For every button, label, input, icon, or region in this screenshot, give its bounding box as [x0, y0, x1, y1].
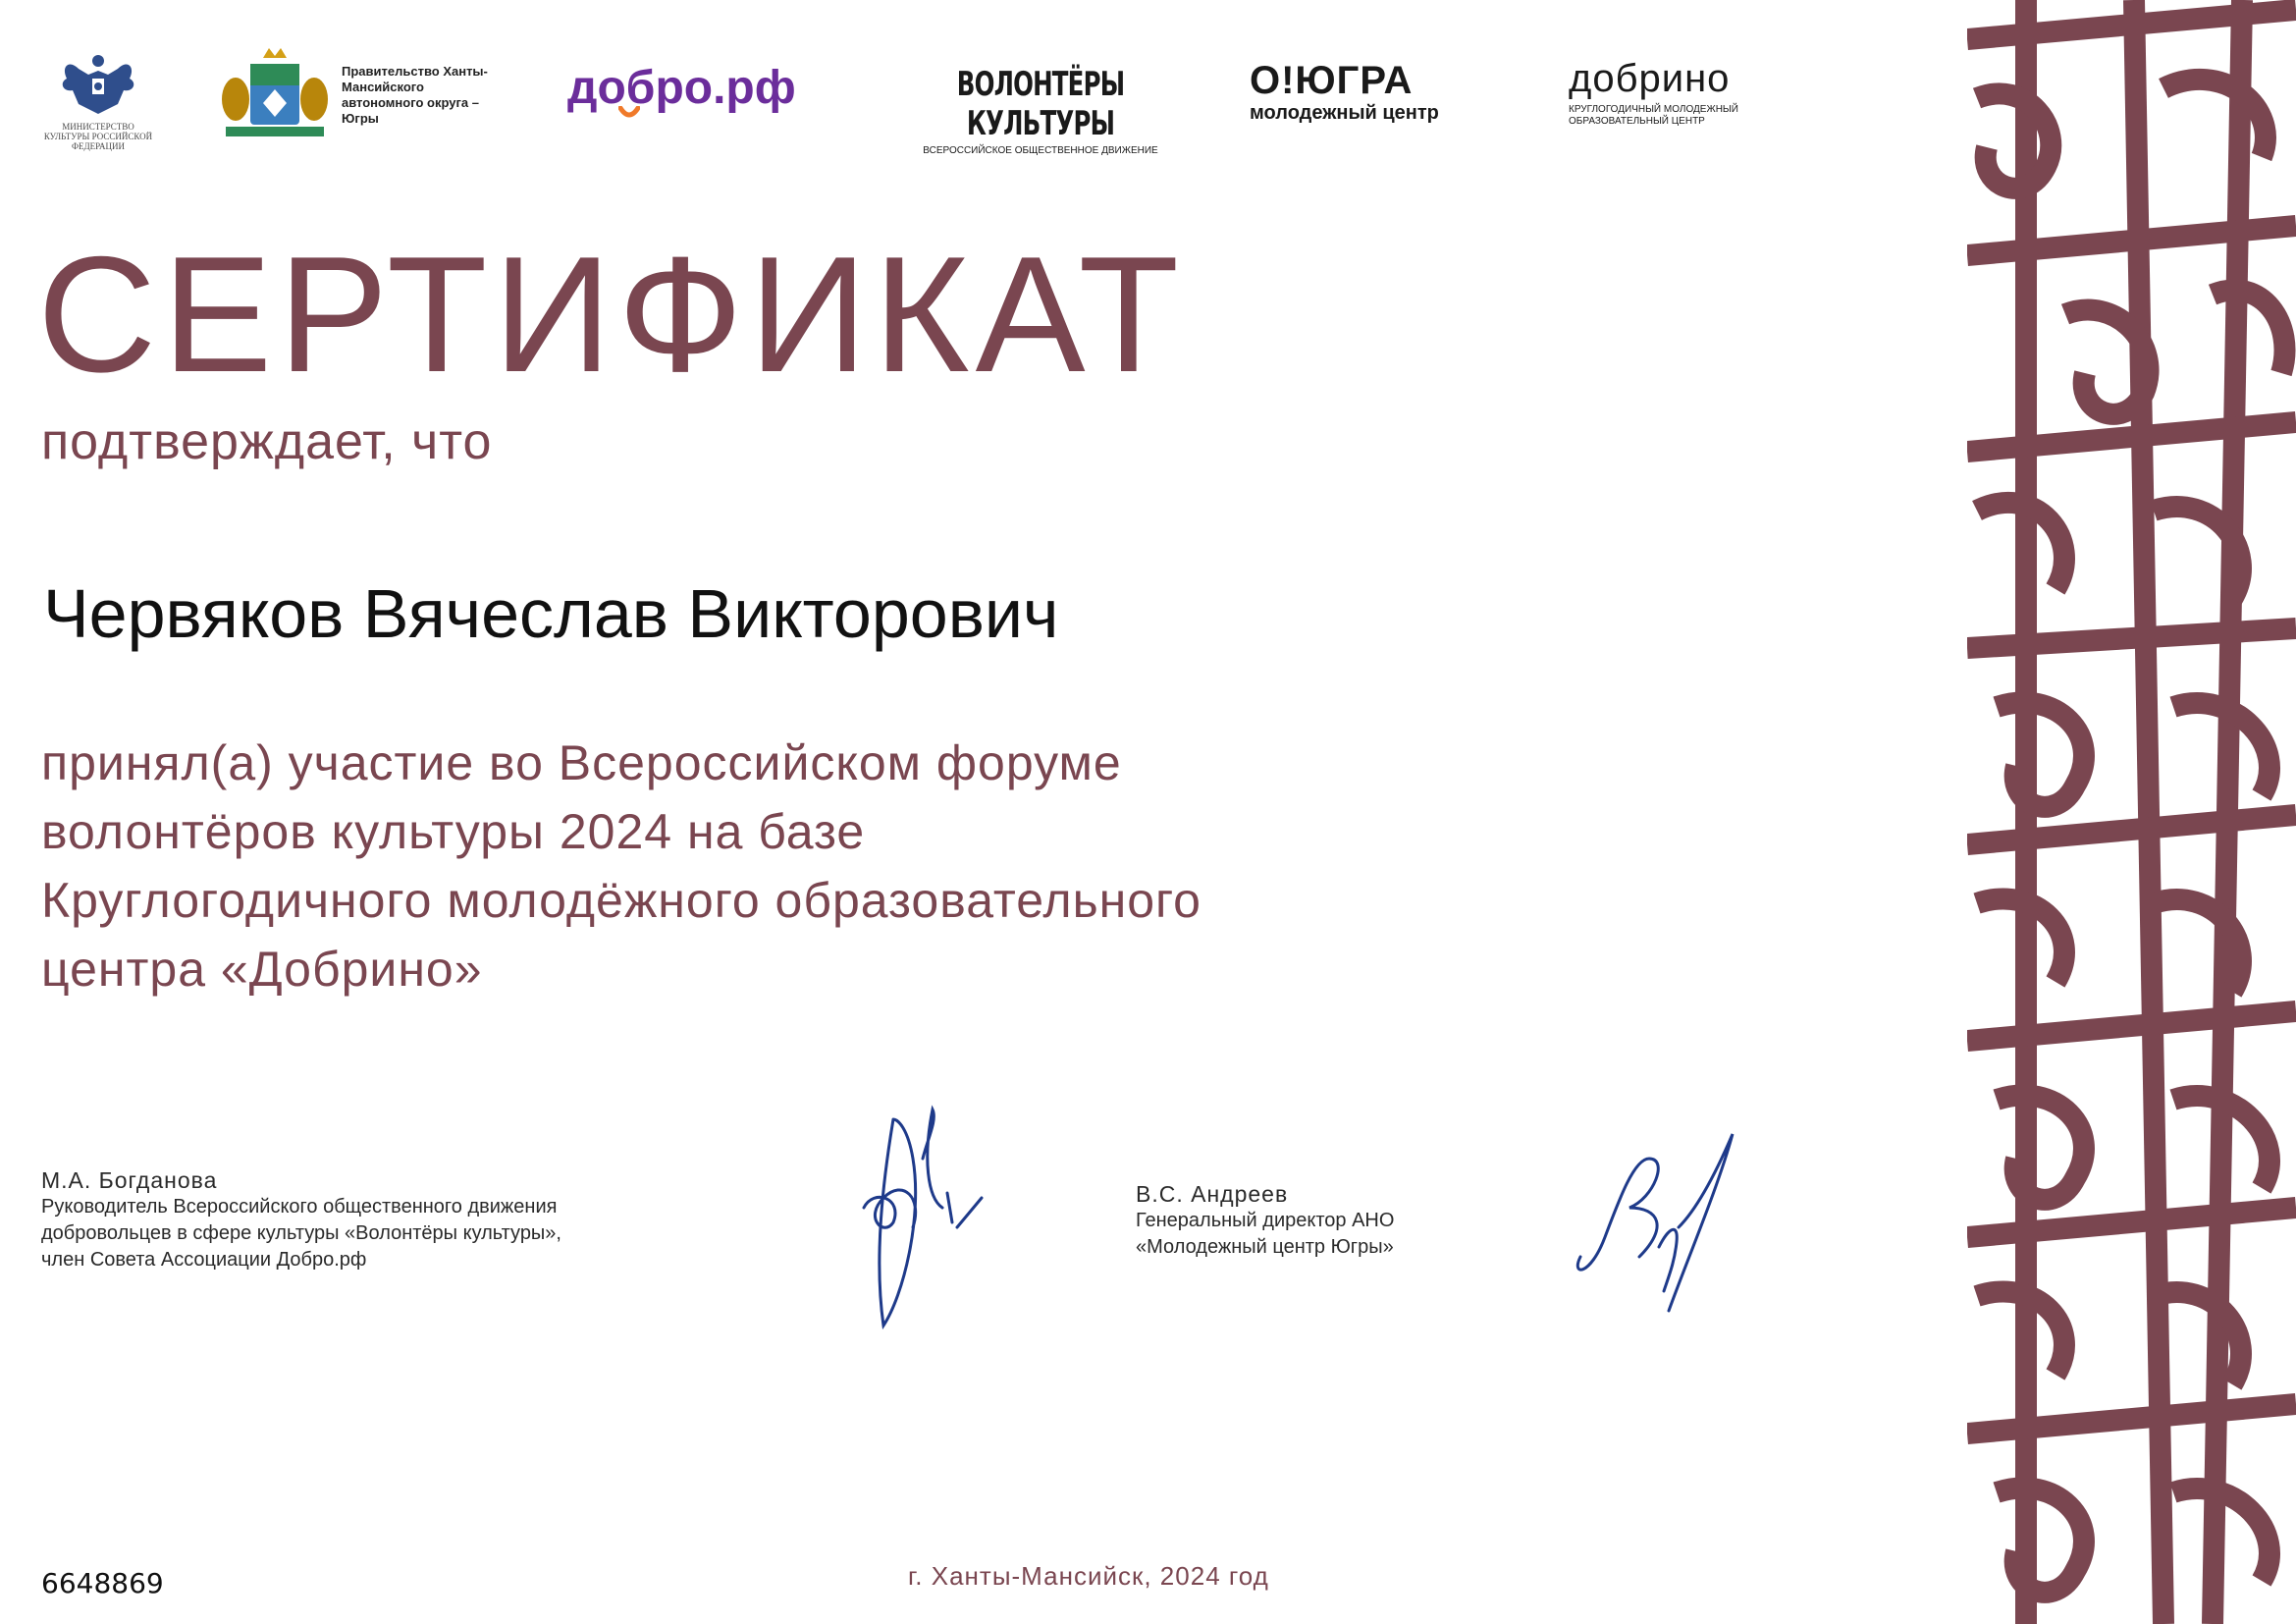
recipient-name: Червяков Вячеслав Викторович: [43, 575, 1059, 652]
signature-bogdanova: [854, 1100, 1011, 1335]
ugra-title: О!ЮГРА: [1250, 59, 1414, 102]
signature-andreev: [1561, 1129, 1757, 1316]
signer-bogdanova: [41, 1166, 827, 1273]
certificate-body: [41, 729, 1769, 1003]
heart-icon: [618, 106, 640, 120]
body-line: Круглогодичного молодёжного образовательного: [41, 873, 1201, 928]
eagle-emblem-icon: [39, 49, 157, 120]
dobro-logo: добро.рф: [567, 62, 796, 114]
ministry-logo: [39, 49, 157, 151]
ministry-caption: МИНИСТЕРСТВО КУЛЬТУРЫ РОССИЙСКОЙ ФЕДЕРАЦИИ: [43, 122, 153, 151]
body-line: центра «Добрино»: [41, 942, 483, 997]
footer-location-year: г. Ханты-Мансийск, 2024 год: [908, 1561, 1269, 1591]
signer-position: добровольцев в сфере культуры «Волонтёры культуры»,: [41, 1222, 561, 1244]
serial-number: 6648869: [41, 1567, 164, 1599]
ugra-logo: [1250, 61, 1439, 125]
dobrino-logo: [1569, 59, 1775, 128]
volunteers-logo: [908, 65, 1173, 156]
body-line: принял(а) участие во Всероссийском форуме: [41, 735, 1122, 790]
signer-position: «Молодежный центр Югры»: [1136, 1236, 1394, 1258]
decorative-pattern: [1967, 0, 2296, 1624]
dobrino-subtitle: КРУГЛОГОДИЧНЫЙ МОЛОДЕЖНЫЙ ОБРАЗОВАТЕЛЬНЫЙ ЦЕНТР: [1569, 104, 1738, 127]
signer-position: член Совета Ассоциации Добро.рф: [41, 1249, 367, 1271]
signer-name: В.С. Андреев: [1136, 1181, 1289, 1207]
volunteers-subtitle: ВСЕРОССИЙСКОЕ ОБЩЕСТВЕННОЕ ДВИЖЕНИЕ: [923, 145, 1158, 156]
certificate-subtitle: подтверждает, что: [41, 413, 493, 470]
signer-name: М.А. Богданова: [41, 1167, 218, 1193]
government-caption: Правительство Ханты-Мансийского автономного округа – Югры: [342, 64, 488, 126]
certificate-title: СЕРТИФИКАТ: [37, 222, 1186, 406]
signer-position: Руководитель Всероссийского общественного движения: [41, 1196, 558, 1218]
signer-position: Генеральный директор АНО: [1136, 1210, 1395, 1231]
ugra-subtitle: молодежный центр: [1250, 102, 1439, 124]
coat-of-arms-icon: [216, 44, 334, 142]
body-line: волонтёров культуры 2024 на базе: [41, 804, 866, 859]
signer-andreev: [1136, 1180, 1528, 1261]
volunteers-title: ВОЛОНТЁРЫ КУЛЬТУРЫ: [956, 65, 1125, 143]
government-logo: [216, 44, 510, 142]
dobrino-title: добрино: [1569, 57, 1731, 100]
